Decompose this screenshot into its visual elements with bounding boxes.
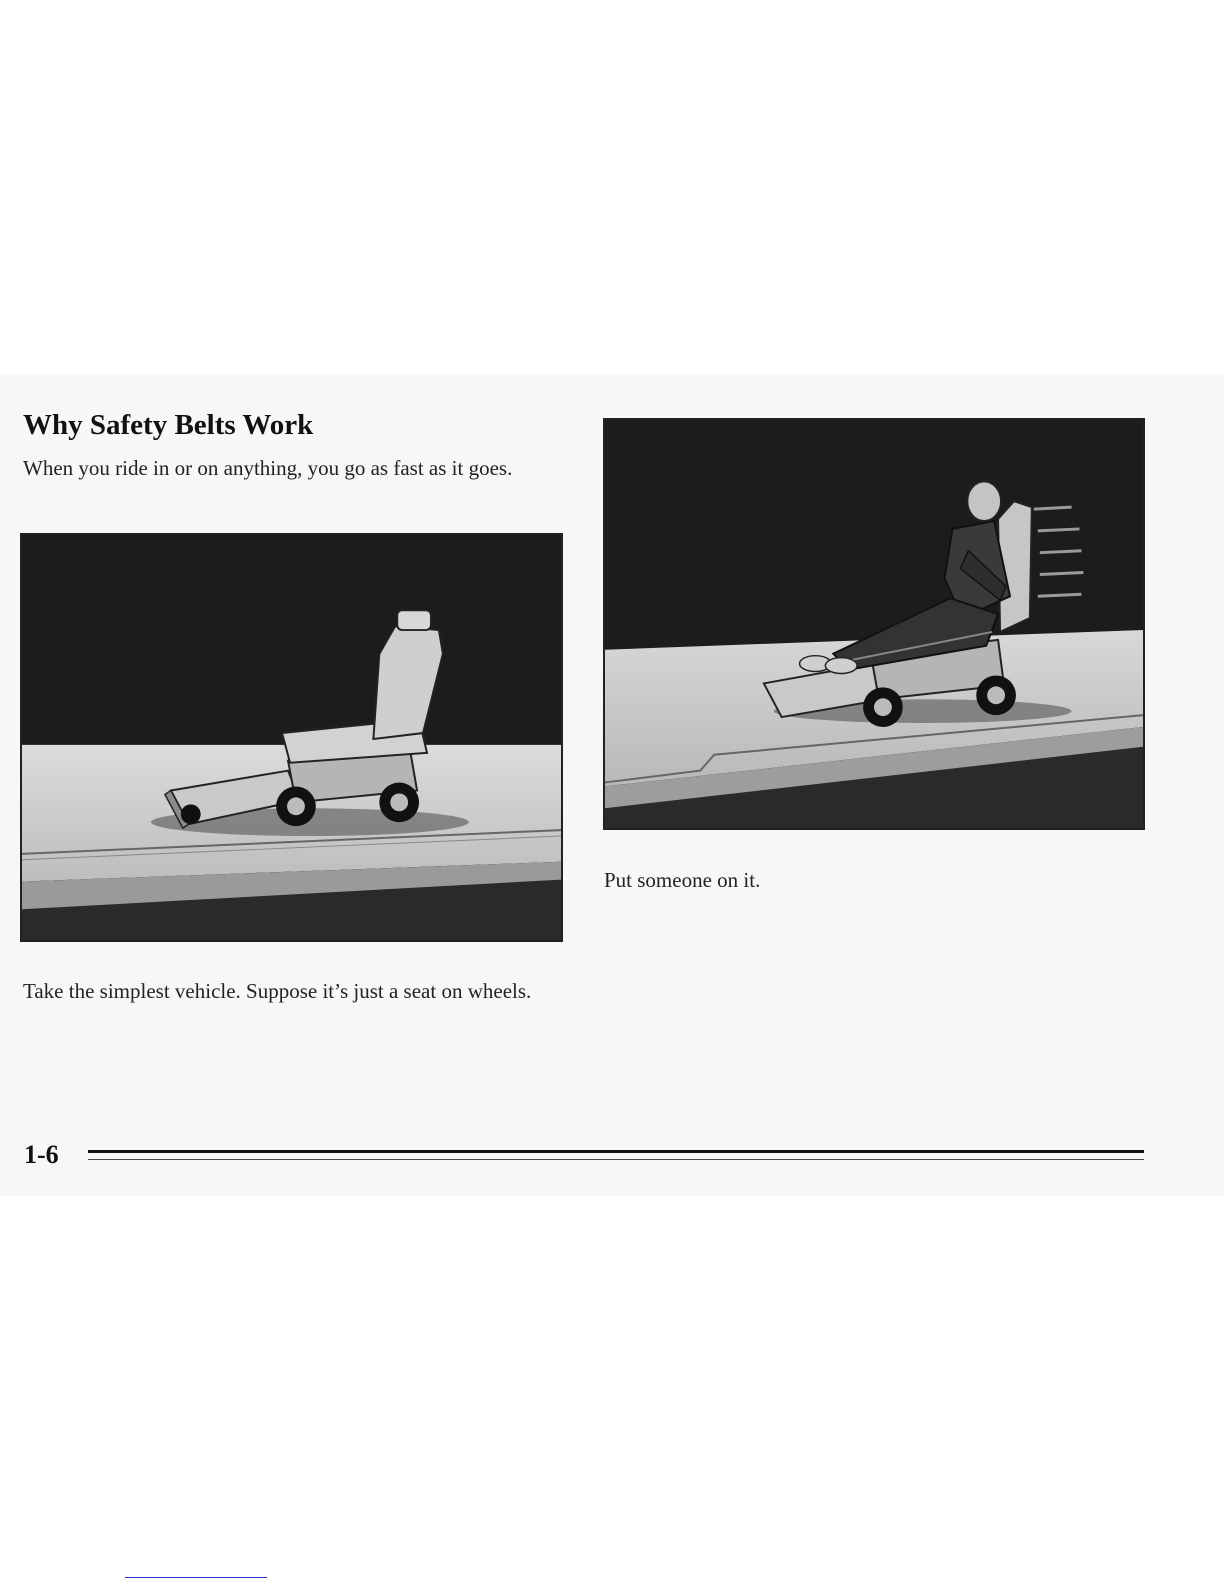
caption-left: Take the simplest vehicle. Suppose it’s just a seat on wheels.: [23, 979, 532, 1003]
caption-right: Put someone on it.: [604, 868, 761, 892]
person-on-seat-drawing: [605, 420, 1143, 828]
illustration-seat-on-wheels: [20, 533, 563, 942]
footer-rule: [88, 1150, 1144, 1153]
intro-paragraph: When you ride in or on anything, you go as fast as it goes.: [23, 456, 513, 480]
footer-rule-thin: [88, 1159, 1144, 1160]
section-heading: Why Safety Belts Work: [23, 409, 314, 441]
seat-on-wheels-drawing: [22, 535, 561, 940]
bottom-link-underline[interactable]: [125, 1577, 267, 1578]
illustration-person-on-seat: [603, 418, 1145, 830]
page-number: 1-6: [24, 1140, 59, 1169]
